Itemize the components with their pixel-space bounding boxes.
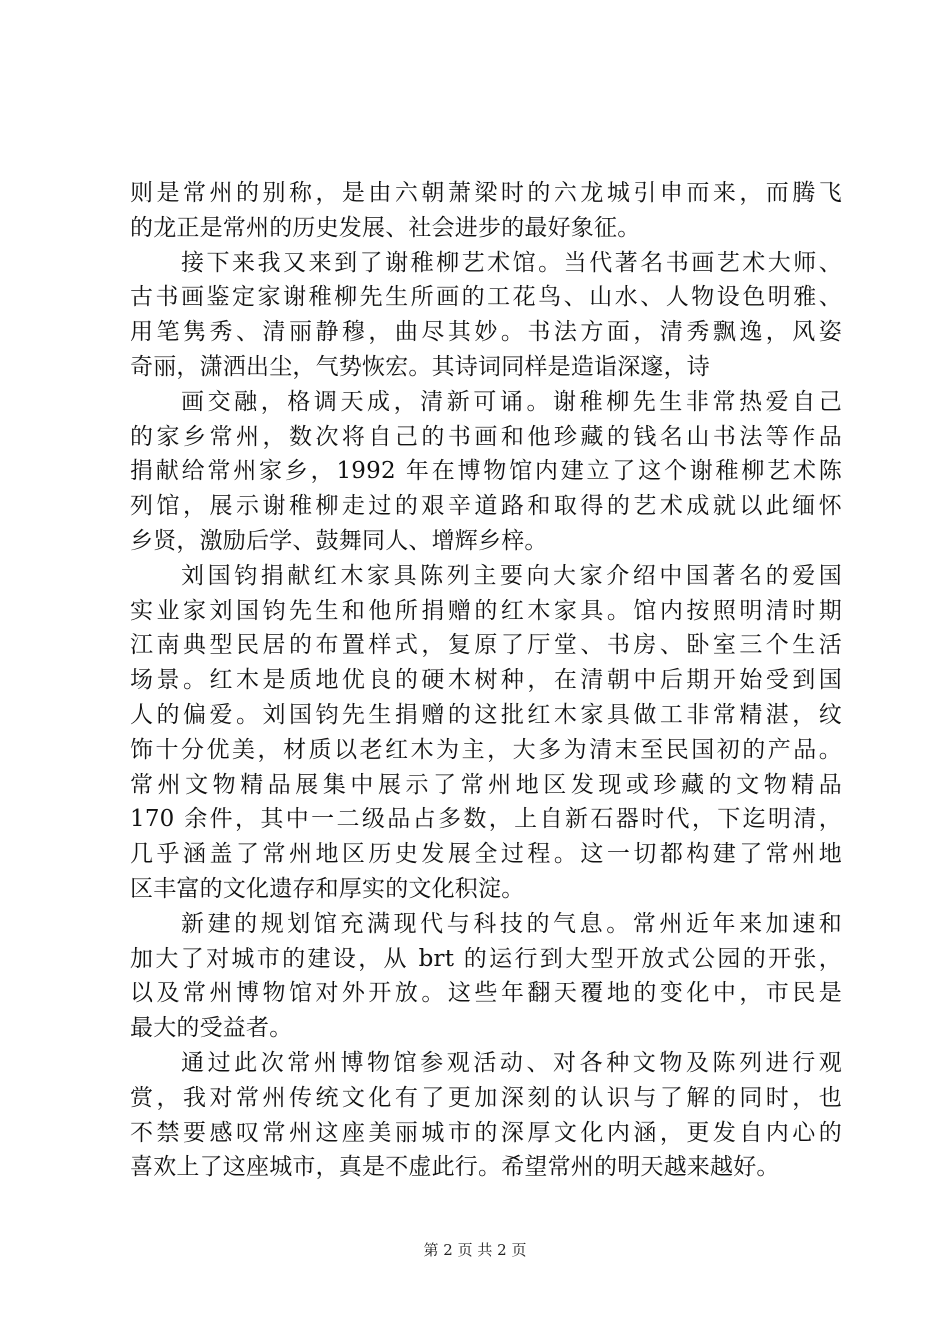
text-line: 喜欢上了这座城市，真是不虚此行。希望常州的明天越来越好。 — [130, 1154, 780, 1181]
text-line: 170 余件，其中一二级品占多数，上自新石器时代，下迄明清， — [130, 806, 842, 833]
text-line: 接下来我又来到了谢稚柳艺术馆。当代著名书画艺术大师、 — [181, 249, 842, 276]
text-line: 乡贤，激励后学、鼓舞同人、增辉乡梓。 — [130, 527, 548, 554]
text-line: 最大的受益者。 — [130, 1015, 293, 1042]
text-line: 实业家刘国钧先生和他所捐赠的红木家具。馆内按照明清时期 — [130, 597, 842, 624]
page-footer: 第 2 页 共 2 页 — [423, 1241, 527, 1259]
text-line: 的龙正是常州的历史发展、社会进步的最好象征。 — [130, 214, 641, 241]
text-line: 奇丽，潇洒出尘，气势恢宏。其诗词同样是造诣深邃，诗 — [130, 353, 710, 380]
text-line: 不禁要感叹常州这座美丽城市的深厚文化内涵，更发自内心的 — [130, 1119, 842, 1146]
text-line: 江南典型民居的布置样式，复原了厅堂、书房、卧室三个生活 — [130, 632, 842, 659]
text-line: 画交融，格调天成，清新可诵。谢稚柳先生非常热爱自己 — [181, 388, 842, 415]
text-line: 通过此次常州博物馆参观活动、对各种文物及陈列进行观 — [181, 1049, 842, 1076]
document-body — [130, 176, 842, 1185]
text-line: 常州文物精品展集中展示了常州地区发现或珍藏的文物精品 — [130, 771, 842, 798]
text-line: 几乎涵盖了常州地区历史发展全过程。这一切都构建了常州地 — [130, 841, 842, 868]
text-line: 以及常州博物馆对外开放。这些年翻天覆地的变化中，市民是 — [130, 980, 842, 1007]
text-line: 区丰富的文化遗存和厚实的文化积淀。 — [130, 875, 525, 902]
text-line: 场景。红木是质地优良的硬木树种，在清朝中后期开始受到国 — [130, 667, 842, 694]
text-line: 的家乡常州，数次将自己的书画和他珍藏的钱名山书法等作品 — [130, 423, 842, 450]
text-line: 新建的规划馆充满现代与科技的气息。常州近年来加速和 — [181, 910, 842, 937]
text-line: 列馆，展示谢稚柳走过的艰辛道路和取得的艺术成就以此缅怀 — [130, 493, 842, 520]
text-line: 用笔隽秀、清丽静穆，曲尽其妙。书法方面，清秀飘逸，风姿 — [130, 319, 842, 346]
text-line: 捐献给常州家乡，1992 年在博物馆内建立了这个谢稚柳艺术陈 — [130, 458, 842, 485]
text-line: 人的偏爱。刘国钧先生捐赠的这批红木家具做工非常精湛，纹 — [130, 701, 842, 728]
text-line: 饰十分优美，材质以老红木为主，大多为清末至民国初的产品。 — [130, 736, 842, 763]
text-line: 赏，我对常州传统文化有了更加深刻的认识与了解的同时，也 — [130, 1084, 842, 1111]
text-line: 则是常州的别称，是由六朝萧梁时的六龙城引申而来，而腾飞 — [130, 180, 842, 206]
text-line: 古书画鉴定家谢稚柳先生所画的工花鸟、山水、人物设色明雅、 — [130, 284, 842, 311]
text-line: 加大了对城市的建设，从 brt 的运行到大型开放式公园的开张， — [130, 945, 842, 972]
text-line: 刘国钧捐献红木家具陈列主要向大家介绍中国著名的爱国 — [181, 562, 842, 589]
